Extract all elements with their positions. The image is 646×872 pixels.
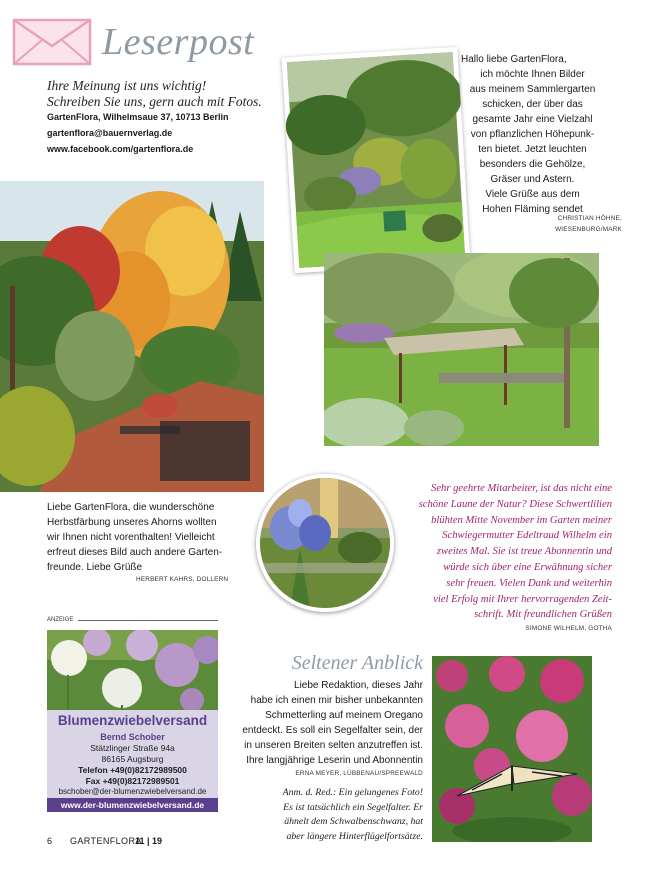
letter1-body xyxy=(455,52,610,217)
page-title: Leserpost xyxy=(102,21,255,63)
ad-url-bar[interactable] xyxy=(47,798,218,812)
text-line: aus meinem Sammlergarten xyxy=(469,84,596,95)
text-line: Liebe GartenFlora, die wunderschöne xyxy=(47,502,215,513)
photo-butterfly xyxy=(432,656,592,842)
photo-garden-table xyxy=(324,253,599,446)
letter4-heading: Seltener Anblick xyxy=(291,652,423,674)
text-line: Anm. d. Red.: Ein gelungenes Foto! xyxy=(282,787,423,798)
text-line: Hohen Fläming sendet xyxy=(482,204,583,215)
letter3-signature: SIMONE WILHELM, GOTHA xyxy=(525,625,612,632)
email-link[interactable]: gartenflora@bauernverlag.de xyxy=(47,128,173,138)
footer-magazine: GARTENFLORA xyxy=(70,836,142,846)
text-line: Es ist tatsächlich ein Segelfalter. Er xyxy=(283,801,423,813)
text-line: habe ich einen mir bisher unbekannten xyxy=(250,695,423,706)
ad-label: ANZEIGE xyxy=(47,617,74,623)
text-line: erfreut dieses Bild auch andere Garten- xyxy=(47,547,223,558)
text-line: zweites Mal. Sie ist treue Abonnentin und xyxy=(436,546,612,558)
text-line: Viele Grüße aus dem xyxy=(485,189,580,200)
text-line: ähnelt dem Schwalbenschwanz, hat xyxy=(284,816,423,827)
letter2-body xyxy=(47,500,252,575)
text-line: würde sich über eine Erwähnung sicher xyxy=(443,561,612,573)
text-line: blühten Mitte November im Garten meiner xyxy=(431,514,612,526)
letter4-signature: ERNA MEYER, LÜBBENAU/SPREEWALD xyxy=(295,770,423,777)
text-line: ten bietet. Jetzt leuchten xyxy=(478,144,587,155)
ad-allium-photo xyxy=(47,630,218,710)
ad-company: Blumenzwiebelversand xyxy=(57,713,208,728)
text-line: Liebe Redaktion, dieses Jahr xyxy=(294,680,423,691)
editor-note xyxy=(213,786,423,844)
text-line: schicken, der über das xyxy=(482,99,583,110)
ad-fax: Fax +49(0)82172989501 xyxy=(85,776,180,786)
text-line: von pflanzlichen Höhepunk- xyxy=(470,129,595,140)
text-line: gesamte Jahr eine Vielzahl xyxy=(472,114,593,125)
address: GartenFlora, Wilhelmsaue 37, 10713 Berlin xyxy=(47,112,229,122)
ad-street: Stätzlinger Straße 94a xyxy=(90,743,175,753)
text-line: aber längere Hinterflügelfortsätze. xyxy=(286,830,423,842)
ad-name: Bernd Schober xyxy=(100,732,165,742)
letter4-body xyxy=(213,678,423,768)
letter1-signature-line1: CHRISTIAN HÖHNE, xyxy=(557,215,622,222)
text-line: Ihre langjährige Leserin und Abonnentin xyxy=(246,755,423,766)
ad-phone: Telefon +49(0)82172989500 xyxy=(78,765,187,775)
ad-url[interactable]: www.der-blumenzwiebelversand.de xyxy=(60,800,205,810)
text-line: ich möchte Ihnen Bilder xyxy=(480,69,585,80)
text-line: viel Erfolg mit Ihrer hervorragenden Zeit- xyxy=(433,593,612,605)
text-line: wir Ihnen nicht vorenthalten! Vielleicht xyxy=(47,532,215,543)
ad-city: 86165 Augsburg xyxy=(101,754,164,764)
ad-rule xyxy=(78,620,218,621)
letter1-signature-line2: WIESENBURG/MARK xyxy=(555,226,622,233)
text-line: besonders die Gehölze, xyxy=(479,159,586,170)
text-line: Gräser und Astern. xyxy=(490,174,575,185)
text-line: schöne Laune der Natur? Diese Schwertlilien xyxy=(418,498,612,510)
photo-autumn-maple xyxy=(0,181,264,492)
tagline-line1: Ihre Meinung ist uns wichtig! xyxy=(47,78,207,93)
text-line: Hallo liebe GartenFlora, xyxy=(461,54,567,65)
letter2-signature: HERBERT KAHRS, DOLLERN xyxy=(136,576,229,583)
text-line: in unseren Breiten selten anzutreffen ist. xyxy=(244,740,423,751)
text-line: Schwiegermutter Edeltraud Wilhelm ein xyxy=(442,530,612,542)
footer-issue: 11 | 19 xyxy=(135,836,163,846)
photo-collector-garden xyxy=(282,47,471,273)
facebook-link[interactable]: www.facebook.com/gartenflora.de xyxy=(47,144,194,154)
text-line: Schmetterling auf meinem Oregano xyxy=(265,710,423,721)
envelope-icon xyxy=(12,18,92,66)
letter3-body xyxy=(380,481,612,623)
tagline-line2: Schreiben Sie uns, gern auch mit Fotos. xyxy=(47,94,262,109)
text-line: Sehr geehrte Mitarbeiter, ist das nicht eine xyxy=(431,483,612,494)
text-line: Herbstfärbung unseres Ahorns wollten xyxy=(47,517,217,528)
text-line: entdeckt. Es soll ein Segelfalter sein, der xyxy=(242,725,423,736)
text-line: sehr freuen. Vielen Dank und weiterhin xyxy=(446,577,612,589)
text-line: schrift. Mit freundlichen Grüßen xyxy=(474,609,612,621)
text-line: freunde. Liebe Grüße xyxy=(47,562,143,573)
ad-email[interactable]: bschober@der-blumenzwiebelversand.de xyxy=(58,787,207,796)
footer-page-number: 6 xyxy=(47,836,53,846)
ad-box[interactable] xyxy=(47,630,218,810)
photo-iris-circle xyxy=(256,474,394,612)
